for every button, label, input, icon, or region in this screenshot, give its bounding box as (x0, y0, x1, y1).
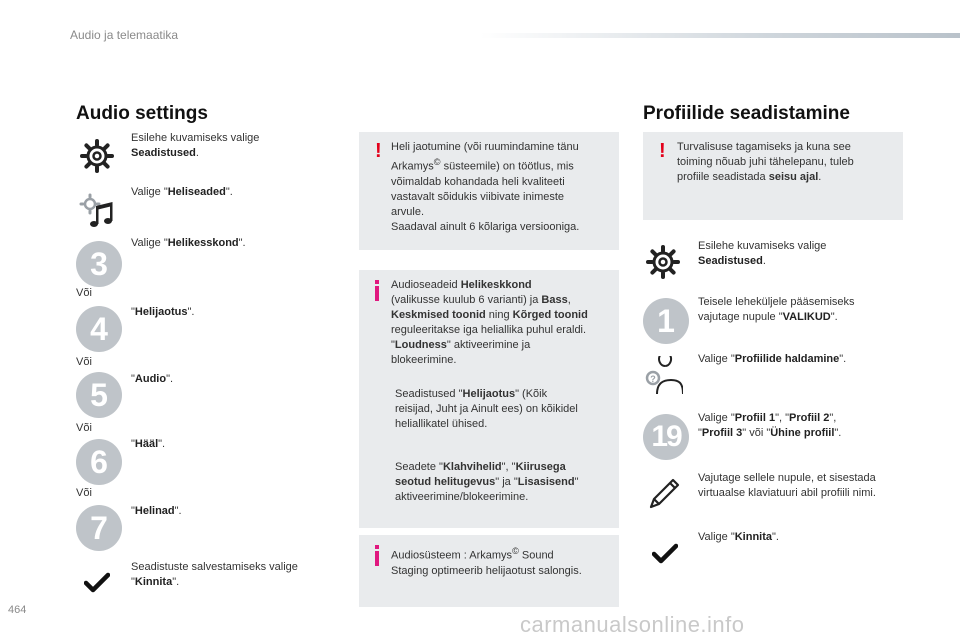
step-number-6: 6 (76, 439, 122, 485)
left-step-1-text: Esilehe kuvamiseks valige Seadistused. (131, 132, 260, 159)
header-rule (480, 33, 960, 38)
check-icon (645, 534, 685, 574)
step-number-19: 19 (643, 414, 689, 460)
info-text-1: Audioseadeid Helikeskkond (valikusse kuulub 6 varianti) ja Bass, Keskmised toonid ning Kõrged toonid reguleeritakse iga heliallika puhul eraldi. "Loudness" aktiveerimine ja blokeerimine. (391, 279, 588, 366)
left-step-5-text: "Audio". (131, 373, 174, 385)
gear-icon (77, 136, 117, 176)
or-label: Või (76, 287, 92, 299)
warning-text: Heli jaotumine (või ruumindamine tänu Arkamys© süsteemile) on töötlus, mis võimaldab kohandada heli kvaliteeti vastavalt sõidukis viibivate inimeste arvule. Saadaval ainult 6 kõlariga versiooniga. (391, 141, 580, 233)
step-number-5: 5 (76, 372, 122, 418)
profiles-warning-text: Turvalisuse tagamiseks ja kuna see toiming nõuab juhi tähelepanu, tuleb profiile seadistada seisu ajal. (677, 141, 854, 183)
left-step-6-text: "Hääl". (131, 438, 166, 450)
left-step-4-text: "Helijaotus". (131, 306, 195, 318)
warning-icon: ! (659, 140, 666, 162)
audio-settings-title: Audio settings (76, 103, 208, 124)
info-text-3: Seadete "Klahvihelid", "Kiirusega seotud helitugevus" ja "Lisasisend" aktiveerimine/blokeerimine. (395, 461, 579, 503)
info-text-2: Seadistused "Helijaotus" (Kõik reisijad, Juht ja Ainult ees) on kõikidel heliallikatel ühised. (395, 388, 578, 430)
info-icon (375, 280, 379, 301)
left-step-7-text: "Helinad". (131, 505, 182, 517)
right-step-4-text: Valige "Profiil 1", "Profiil 2", "Profiil 3" või "Ühine profiil". (698, 412, 842, 439)
right-step-2-text: Teisele leheküljele pääsemiseks vajutage nupule "VALIKUD". (698, 296, 855, 323)
or-label: Või (76, 356, 92, 368)
step-number-1: 1 (643, 298, 689, 344)
warning-panel (359, 132, 619, 250)
left-step-8-text: Seadistuste salvestamiseks valige "Kinnita". (131, 561, 298, 588)
svg-text:?: ? (650, 374, 656, 384)
step-number-3: 3 (76, 241, 122, 287)
right-step-5-text: Vajutage sellele nupule, et sisestada virtuaalse klaviatuuri abil profiili nimi. (698, 472, 876, 499)
info-panel-1 (359, 270, 619, 528)
left-step-2-text: Valige "Heliseaded". (131, 186, 233, 198)
watermark: carmanualsonline.info (520, 612, 745, 637)
profiles-title: Profiilide seadistamine (643, 103, 850, 124)
right-step-3-text: Valige "Profiilide haldamine". (698, 353, 847, 365)
info-panel-2 (359, 535, 619, 607)
step-number-4: 4 (76, 306, 122, 352)
left-step-3-text: Valige "Helikesskond". (131, 237, 246, 249)
gear-icon (643, 242, 683, 282)
section-header: Audio ja telemaatika (70, 28, 179, 42)
right-step-1-text: Esilehe kuvamiseks valige Seadistused. (698, 240, 827, 267)
pencil-icon (644, 474, 684, 514)
or-label: Või (76, 487, 92, 499)
right-step-6-text: Valige "Kinnita". (698, 531, 779, 543)
warning-icon: ! (375, 140, 382, 162)
info-text-4: Audiosüsteem : Arkamys© Sound Staging optimeerib helijaotust salongis. (391, 546, 582, 577)
or-label: Või (76, 422, 92, 434)
step-number-7: 7 (76, 505, 122, 551)
info-icon (375, 545, 379, 566)
music-settings-icon (77, 192, 117, 232)
profiles-warning-panel (643, 132, 903, 220)
page-number: 464 (8, 604, 27, 616)
check-icon (77, 563, 117, 603)
profile-icon (643, 356, 683, 396)
